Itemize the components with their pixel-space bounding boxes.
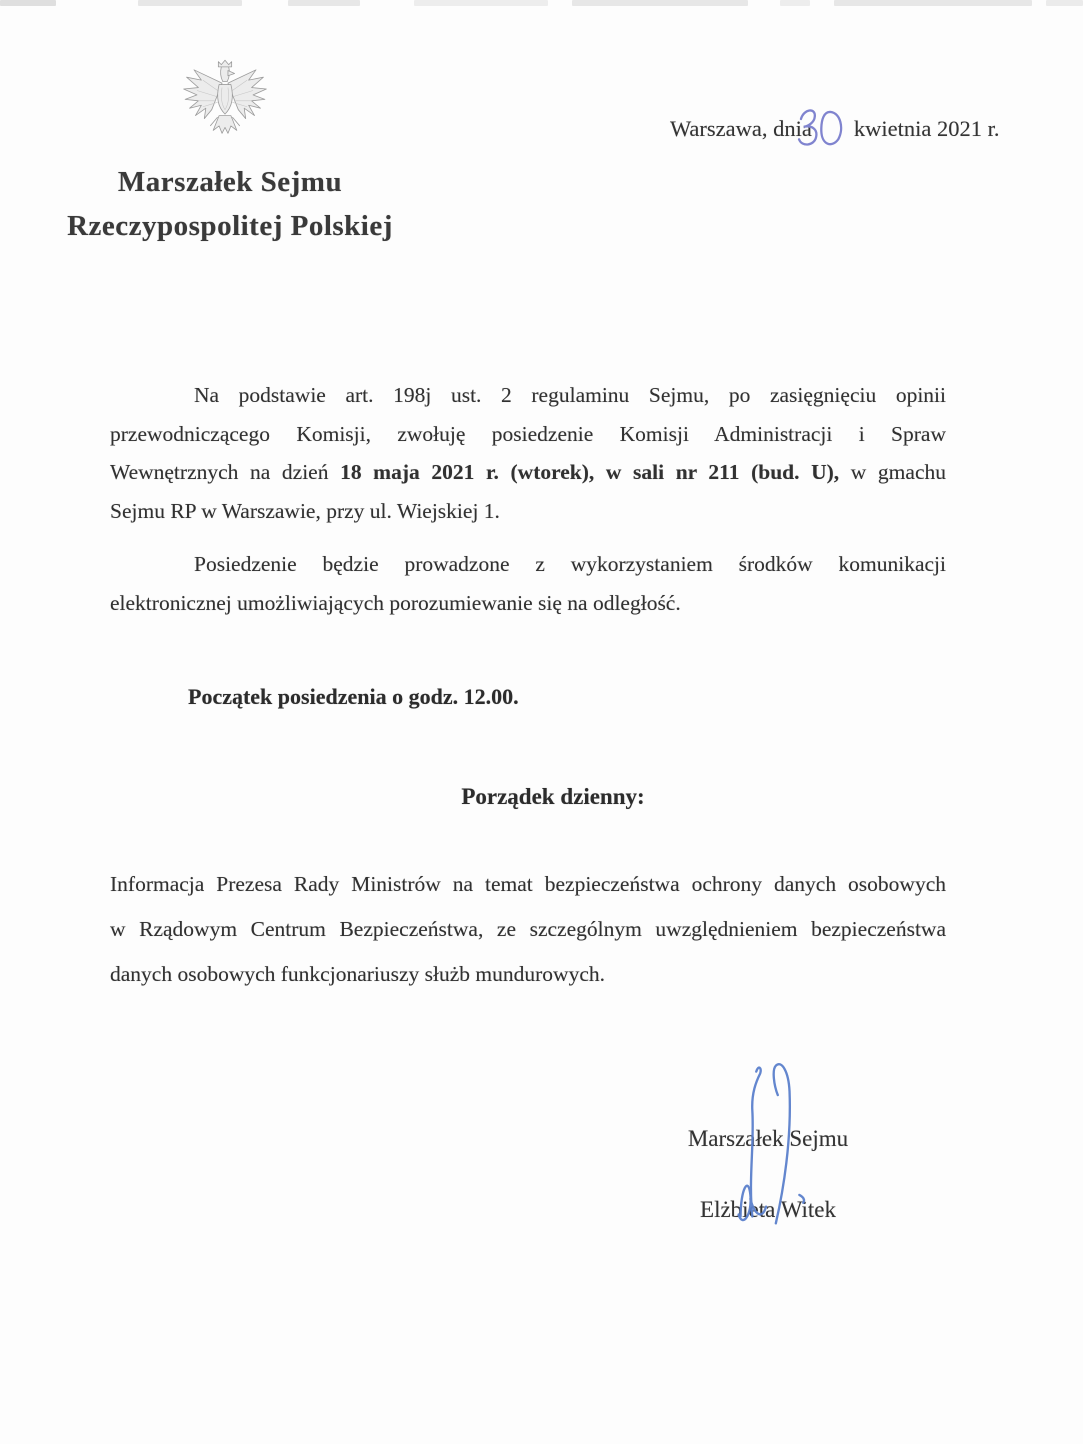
signer-title: Marszałek Sejmu [687, 1126, 849, 1151]
handwritten-day-ink [792, 102, 850, 154]
letterhead [40, 160, 420, 248]
text-line: Na podstawie art. 198j ust. 2 regulaminu Sejmu, po zasięgnięciu opinii [194, 383, 946, 407]
paragraph-basis [110, 376, 946, 530]
text-line: Posiedzenie będzie prowadzone z wykorzystaniem środków komunikacji [194, 552, 946, 576]
text-line: danych osobowych funkcjonariuszy służb mundurowych. [110, 962, 605, 986]
text-segment: Wewnętrznych na dzień [110, 460, 341, 484]
letterhead-title-line1: Marszałek Sejmu [117, 166, 343, 198]
text-line: w Rządowym Centrum Bezpieczeństwa, ze szczególnym uwzględnieniem bezpieczeństwa [110, 917, 946, 941]
text-segment-bold: 18 maja 2021 r. (wtorek), w sali nr 211 (bud. U), [340, 460, 840, 484]
letterhead-title-line2: Rzeczypospolitej Polskiej [67, 210, 393, 242]
meeting-time-line: Początek posiedzenia o godz. 12.00. [188, 684, 519, 709]
text-line: Informacja Prezesa Rady Ministrów na temat bezpieczeństwa ochrony danych osobowych [110, 872, 946, 896]
paragraph-remote-mode [110, 545, 946, 622]
scan-artifact-strip [0, 0, 1083, 7]
date-line [670, 116, 999, 142]
text-line: Sejmu RP w Warszawie, przy ul. Wiejskiej 1. [110, 498, 500, 523]
date-suffix: kwietnia 2021 r. [853, 116, 1000, 141]
date-prefix: Warszawa, dnia [670, 116, 812, 141]
handwritten-signature-ink [718, 1052, 818, 1238]
text-line: elektronicznej umożliwiających porozumiewanie się na odległość. [110, 590, 681, 615]
agenda-item-paragraph [110, 862, 946, 997]
polish-eagle-emblem-icon [180, 58, 270, 154]
text-line: przewodniczącego Komisji, zwołuję posiedzenie Komisji Administracji i Spraw [110, 421, 946, 446]
text-line [110, 453, 946, 492]
text-segment: w gmachu [839, 460, 946, 484]
signer-name: Elżbieta Witek [700, 1197, 836, 1222]
agenda-heading: Porządek dzienny: [461, 784, 645, 809]
